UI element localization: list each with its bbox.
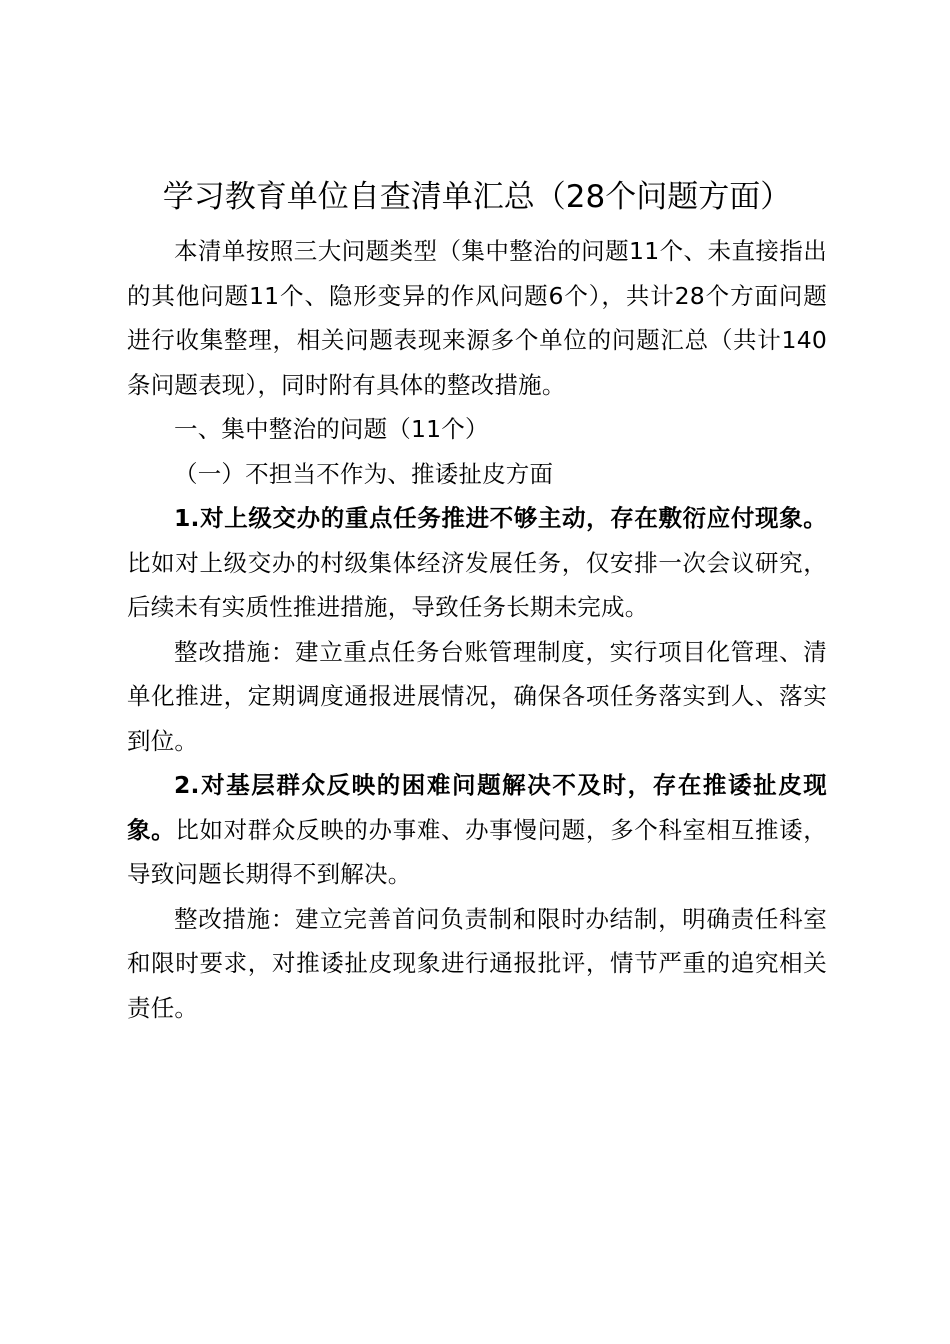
item-2-measure: 整改措施：建立完善首问负责制和限时办结制，明确责任科室和限时要求，对推诿扯皮现象进行通报批评，情节严重的追究相关责任。 bbox=[127, 904, 827, 1022]
section-heading: 一、集中整治的问题（11个） bbox=[174, 415, 489, 443]
item-2-paragraph bbox=[127, 763, 827, 897]
item-1-paragraph bbox=[127, 496, 827, 630]
item-1-text: 比如对上级交办的村级集体经济发展任务，仅安排一次会议研究，后续未有实质性推进措施，导致任务长期未完成。 bbox=[127, 548, 827, 621]
item-2-heading: 2.对基层群众反映的困难问题解决不及时，存在推诿扯皮现象。 bbox=[127, 771, 827, 844]
document-title: 学习教育单位自查清单汇总（28个问题方面） bbox=[162, 179, 792, 215]
item-1-heading: 1.对上级交办的重点任务推进不够主动，存在敷衍应付现象。 bbox=[174, 504, 827, 532]
intro-paragraph: 本清单按照三大问题类型（集中整治的问题11个、未直接指出的其他问题11个、隐形变异的作风问题6个），共计28个方面问题进行收集整理，相关问题表现来源多个单位的问题汇总（共计140条问题表现），同时附有具体的整改措施。 bbox=[127, 237, 827, 399]
item-2-text: 比如对群众反映的办事难、办事慢问题，多个科室相互推诿，导致问题长期得不到解决。 bbox=[127, 815, 827, 888]
subsection-heading: （一）不担当不作为、推诿扯皮方面 bbox=[174, 459, 554, 488]
item-1-measure: 整改措施：建立重点任务台账管理制度，实行项目化管理、清单化推进，定期调度通报进展情况，确保各项任务落实到人、落实到位。 bbox=[127, 637, 827, 755]
document-page bbox=[127, 175, 827, 1030]
